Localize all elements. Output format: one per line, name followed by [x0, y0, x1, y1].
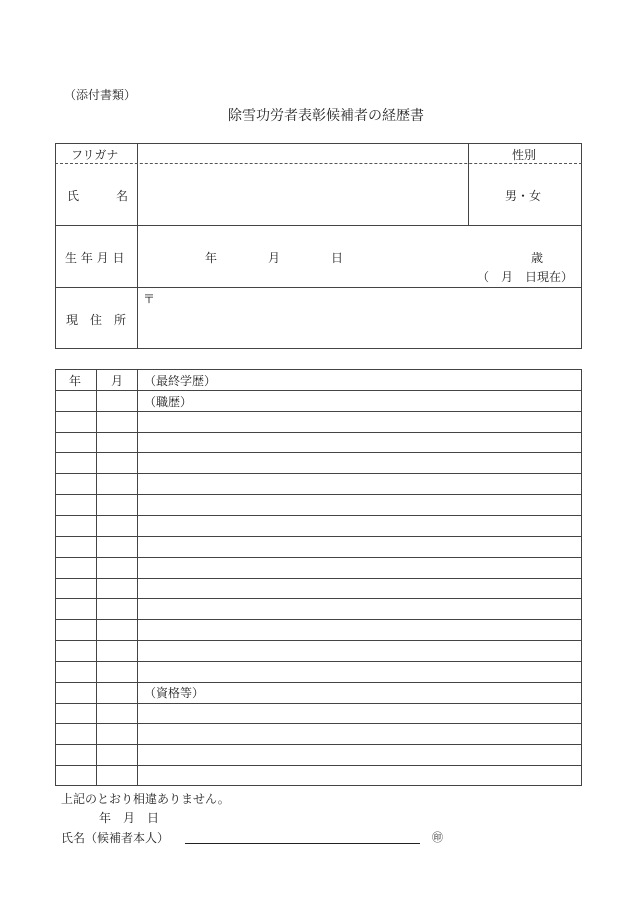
attachment-label: （添付書類） — [64, 88, 137, 102]
gender-options: 男・女 — [505, 189, 542, 203]
name-label-second: 名 — [116, 189, 129, 203]
history-row-line — [55, 536, 582, 537]
history-row-line — [55, 557, 582, 558]
history-row-line — [55, 682, 582, 683]
history-row-line — [55, 432, 582, 433]
profile-table — [55, 143, 582, 349]
history-row-line — [55, 598, 582, 599]
furigana-divider — [55, 163, 582, 164]
furigana-label: フリガナ — [71, 148, 119, 162]
history-row-line — [55, 703, 582, 704]
history-row-line — [55, 390, 582, 391]
qualifications-label: （資格等） — [144, 686, 205, 700]
history-row-line — [55, 578, 582, 579]
age-as-of-date: （ 月 日現在） — [477, 270, 574, 284]
address-label: 現 住 所 — [66, 313, 127, 327]
seal-mark: ㊞ — [432, 831, 443, 844]
birth-month-label: 月 — [268, 251, 281, 265]
gender-column-divider — [468, 143, 469, 225]
history-row-line — [55, 473, 582, 474]
year-column-header: 年 — [69, 374, 82, 388]
history-row-line — [55, 452, 582, 453]
history-row-line — [55, 765, 582, 766]
history-row-line — [55, 661, 582, 662]
signature-name-label: 氏名（候補者本人） — [61, 831, 170, 845]
gender-label: 性別 — [512, 148, 537, 162]
birth-row-bottom — [55, 287, 582, 288]
profile-label-divider — [137, 143, 138, 349]
history-row-line — [55, 515, 582, 516]
age-label: 歳 — [531, 251, 544, 265]
name-label-first: 氏 — [67, 189, 80, 203]
document-title: 除雪功労者表彰候補者の経歴書 — [228, 108, 424, 124]
education-label: （最終学歴） — [144, 374, 217, 388]
birth-date-label: 生 年 月 日 — [65, 251, 125, 265]
date-line: 年 月 日 — [99, 811, 160, 825]
month-column-header: 月 — [111, 374, 124, 388]
history-row-line — [55, 494, 582, 495]
declaration-text: 上記のとおり相違ありません。 — [61, 792, 230, 806]
history-row-line — [55, 744, 582, 745]
history-row-line — [55, 640, 582, 641]
birth-year-label: 年 — [205, 251, 218, 265]
postal-mark: 〒 — [143, 292, 156, 306]
name-row-bottom — [55, 225, 582, 226]
history-row-line — [55, 619, 582, 620]
history-row-line — [55, 723, 582, 724]
birth-day-label: 日 — [331, 251, 344, 265]
career-label: （職歴） — [144, 395, 193, 409]
signature-line — [185, 843, 420, 844]
history-row-line — [55, 411, 582, 412]
